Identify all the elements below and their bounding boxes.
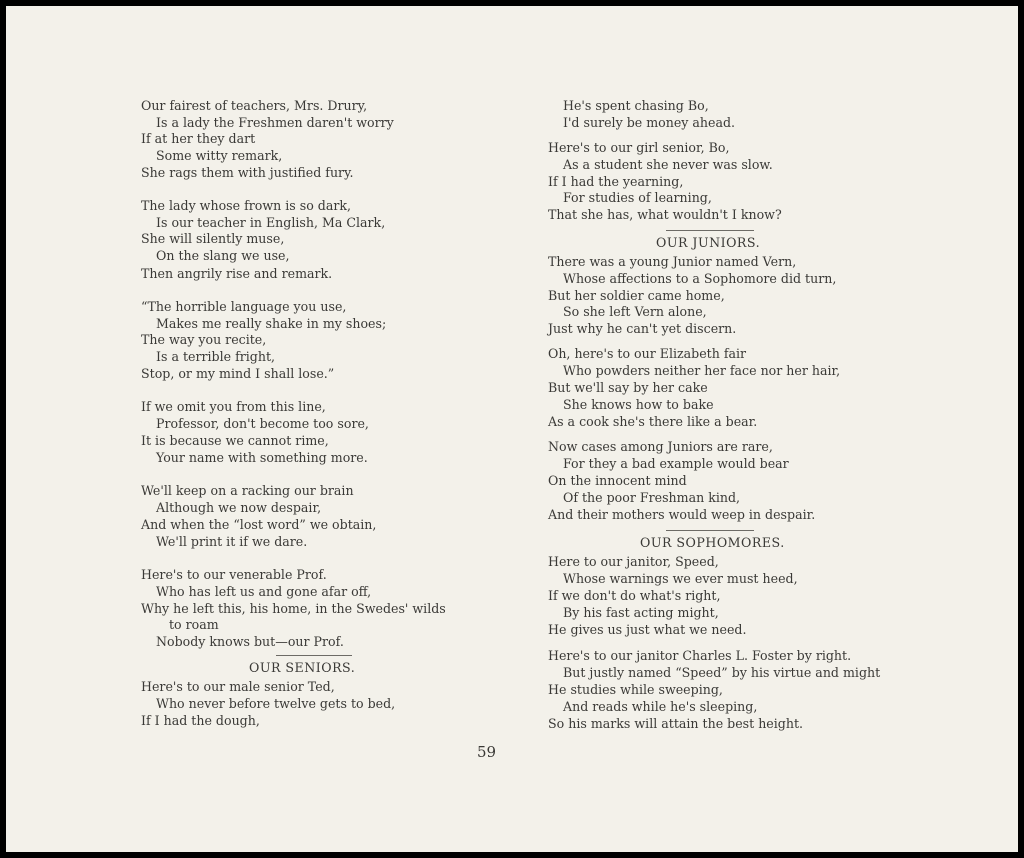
poem-line: And when the “lost word” we obtain, <box>141 517 377 532</box>
poem-line: But justly named “Speed” by his virtue and might <box>563 665 881 680</box>
poem-line: Here to our janitor, Speed, <box>548 554 719 569</box>
poem-line: Now cases among Juniors are rare, <box>548 439 773 454</box>
poem-line: She knows how to bake <box>563 397 714 412</box>
page-number: 59 <box>477 743 497 761</box>
poem-line: There was a young Junior named Vern, <box>548 254 797 269</box>
section-divider <box>666 530 754 531</box>
poem-line: We'll print it if we dare. <box>156 534 308 549</box>
poem-line: Stop, or my mind I shall lose.” <box>141 366 335 381</box>
poem-line: Here's to our venerable Prof. <box>141 567 327 582</box>
poem-line: Whose affections to a Sophomore did turn, <box>563 271 837 286</box>
poem-line: So his marks will attain the best height. <box>548 716 804 731</box>
poem-line: Our fairest of teachers, Mrs. Drury, <box>141 98 368 113</box>
poem-line: Here's to our male senior Ted, <box>141 679 335 694</box>
poem-line: Who powders neither her face nor her hair, <box>563 363 841 378</box>
poem-line: Some witty remark, <box>156 148 283 163</box>
poem-line: The lady whose frown is so dark, <box>141 198 351 213</box>
poem-line: The way you recite, <box>141 332 267 347</box>
poem-line: We'll keep on a racking our brain <box>141 483 354 498</box>
poem-line: By his fast acting might, <box>563 605 719 620</box>
poem-line: And reads while he's sleeping, <box>563 699 758 714</box>
poem-line: He's spent chasing Bo, <box>563 98 709 113</box>
poem-line: As a cook she's there like a bear. <box>548 414 758 429</box>
poem-line: On the innocent mind <box>548 473 687 488</box>
poem-line: Oh, here's to our Elizabeth fair <box>548 346 747 361</box>
poem-line: As a student she never was slow. <box>563 157 773 172</box>
poem-line: Nobody knows but—our Prof. <box>156 634 344 649</box>
poem-line: Who never before twelve gets to bed, <box>156 696 396 711</box>
poem-line: She will silently muse, <box>141 231 285 246</box>
section-divider <box>276 655 352 656</box>
poem-line: If I had the yearning, <box>548 174 684 189</box>
poem-line: He gives us just what we need. <box>548 622 747 637</box>
poem-line: He studies while sweeping, <box>548 682 723 697</box>
section-divider <box>666 230 754 231</box>
poem-line: Of the poor Freshman kind, <box>563 490 741 505</box>
poem-line: Is our teacher in English, Ma Clark, <box>156 215 386 230</box>
poem-line: “The horrible language you use, <box>141 299 347 314</box>
poem-line: For they a bad example would bear <box>563 456 789 471</box>
poem-line: And their mothers would weep in despair. <box>548 507 816 522</box>
poem-line: Your name with something more. <box>156 450 368 465</box>
poem-line: Is a terrible fright, <box>156 349 276 364</box>
poem-line: If at her they dart <box>141 131 256 146</box>
poem-line: Then angrily rise and remark. <box>141 266 333 281</box>
poem-line: to roam <box>169 617 219 632</box>
poem-line: I'd surely be money ahead. <box>563 115 736 130</box>
poem-line: Just why he can't yet discern. <box>548 321 737 336</box>
poem-line: If I had the dough, <box>141 713 260 728</box>
poem-line: If we don't do what's right, <box>548 588 721 603</box>
poem-line: Is a lady the Freshmen daren't worry <box>156 115 394 130</box>
poem-line: Here's to our janitor Charles L. Foster by right. <box>548 648 852 663</box>
poem-line: Whose warnings we ever must heed, <box>563 571 798 586</box>
poem-line: If we omit you from this line, <box>141 399 326 414</box>
poem-line: For studies of learning, <box>563 190 712 205</box>
poem-line: Why he left this, his home, in the Swedes' wilds <box>141 601 446 616</box>
poem-line: Professor, don't become too sore, <box>156 416 369 431</box>
poem-line: Who has left us and gone afar off, <box>156 584 372 599</box>
poem-line: Makes me really shake in my shoes; <box>156 316 387 331</box>
poem-line: That she has, what wouldn't I know? <box>548 207 782 222</box>
poem-line: She rags them with justified fury. <box>141 165 354 180</box>
poem-line: But we'll say by her cake <box>548 380 708 395</box>
poem-line: On the slang we use, <box>156 248 290 263</box>
poem-line: So she left Vern alone, <box>563 304 707 319</box>
section-heading-juniors: OUR JUNIORS. <box>656 235 761 250</box>
poem-line: It is because we cannot rime, <box>141 433 329 448</box>
poem-line: But her soldier came home, <box>548 288 725 303</box>
section-heading-seniors: OUR SENIORS. <box>249 660 356 675</box>
book-page <box>6 6 1018 852</box>
poem-line: Although we now despair, <box>156 500 322 515</box>
section-heading-sophomores: OUR SOPHOMORES. <box>640 535 785 550</box>
poem-line: Here's to our girl senior, Bo, <box>548 140 730 155</box>
